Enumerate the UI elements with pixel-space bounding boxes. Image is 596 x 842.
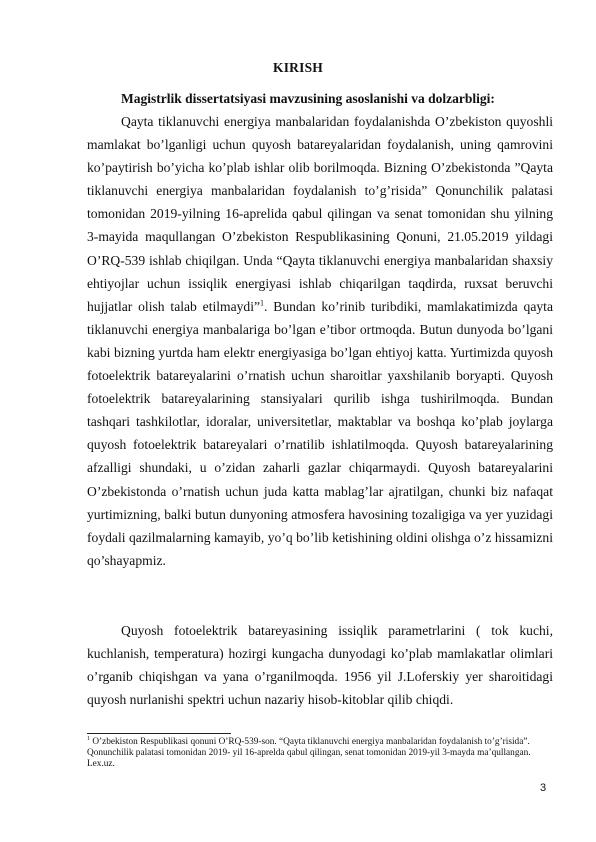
- section-title: KIRISH: [273, 60, 323, 75]
- footnote-marker: 1: [87, 735, 90, 742]
- body-paragraph-2: Quyosh fotoelektrik batareyasining issiqlik parametrlarini ( tok kuchi, kuchlanish, temperatura) hozirgi kungacha dunyodagi ko’plab mamlakatlar olimlari o’rganib chiqishgan va yana o’rganilmoqda. 1956 yil J.Loferskiy yer sharoitidagi quyosh nurlanishi spektri uchun nazariy hisob-kitoblar qilib chiqdi.: [87, 623, 553, 708]
- page-number: 3: [540, 782, 547, 794]
- section-subtitle: Magistrlik dissertatsiyasi mavzusining asoslanishi va dolzarbligi:: [121, 91, 495, 106]
- body-paragraph-1: [87, 110, 553, 572]
- paragraph-1-text-end: . Bundan ko’rinib turibdiki, mamlakatimizda qayta tiklanuvchi energiya manbalariga bo’lgan e’tibor ortmoqda. Butun dunyoda bo’lgani kabi bizning yurtda ham elektr energiyasiga bo’lgan ehtiyoj katta. Yurtimizda quyosh fotoelektrik batareyalarini o’rnatish uchun sharoitlar yaxshilanib boryapti. Quyosh fotoelektrik batareyalarining stansiyalari qurilib ishga tushirilmoqda. Bundan tashqari tashkilotlar, idoralar, universitetlar, maktablar va boshqa ko’plab joylarga quyosh fotoelektrik batareyalari o’rnatilib ishlatilmoqda. Quyosh batareyalarining afzalligi shundaki, u o’zidan zaharli gazlar chiqarmaydi. Quyosh batareyalarini O’zbekistonda o’rnatish uchun juda katta mablag’lar ajratilgan, chunki biz nafaqat yurtimizning, balki butun dunyoning atmosfera havosining tozaligiga va yer yuzidagi foydali qazilmalarning kamayib, yo’q bo’lib ketishining oldini olishga o’z hissamizni qo’shayapmiz.: [87, 298, 553, 568]
- footnote: [87, 737, 547, 771]
- footnote-separator: [87, 733, 231, 734]
- footnote-reference[interactable]: 1: [260, 298, 265, 308]
- footnote-text: O’zbekiston Respublikasi qonuni O’RQ-539-son. “Qayta tiklanuvchi energiya manbalaridan foydalanish to’g’risida”. Qonunchilik palatasi tomonidan 2019- yil 16-aprelda qabul qilingan, senat tomonidan 2019-yil 3-mayda ma’qullangan. Lex.uz.: [87, 737, 531, 770]
- paragraph-1-text-start: Qayta tiklanuvchi energiya manbalaridan foydalanishda O’zbekiston quyoshli mamlakat bo’lganligi uchun quyosh batareyalaridan foydalanish, uning qamrovini ko’paytirish bo’yicha ko’plab ishlar olib borilmoqda. Bizning O’zbekistonda ”Qayta tiklanuvchi energiya manbalaridan foydalanish to’g’risida” Qonunchilik palatasi tomonidan 2019-yilning 16-aprelida qabul qilingan va senat tomonidan shu yilning 3-mayida maqullangan O’zbekiston Respublikasining Qonuni, 21.05.2019 yildagi O’RQ-539 ishlab chiqilgan. Unda “Qayta tiklanuvchi energiya manbalaridan shaxsiy ehtiyojlar uchun issiqlik energiyasi ishlab chiqarilgan taqdirda, ruxsat beruvchi hujjatlar olish talab etilmaydi”: [87, 114, 553, 314]
